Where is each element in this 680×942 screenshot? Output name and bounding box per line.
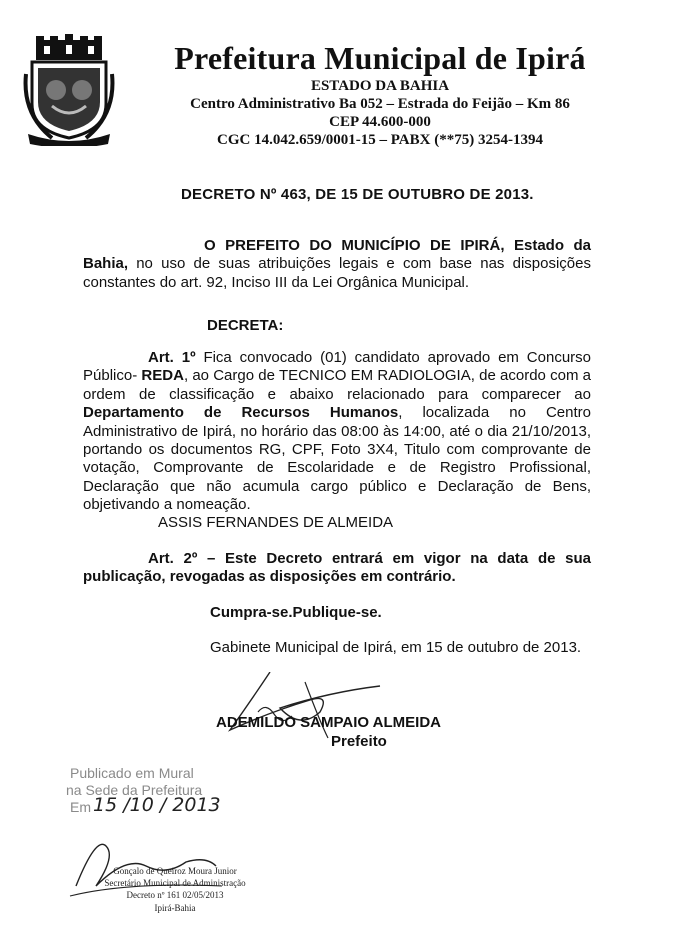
secretary-role: Secretário Municipal de Administração — [104, 878, 246, 888]
decreta-heading: DECRETA: — [207, 317, 284, 334]
cumpra-line: Cumpra-se.Publique-se. — [210, 604, 382, 621]
intro-bold: O PREFEITO DO MUNICÍPIO DE IPIRÁ, Estado da Bahia, — [83, 237, 591, 273]
stamp-line-3: Em — [70, 799, 91, 815]
article-1 — [83, 349, 591, 515]
signer-name: ADEMILDO SAMPAIO ALMEIDA — [216, 714, 441, 731]
page-title: Prefeitura Municipal de Ipirá — [174, 40, 586, 76]
signer-role: Prefeito — [331, 733, 387, 750]
art1-bold-b: Departamento de Recursos Humanos — [83, 404, 399, 422]
article-2 — [83, 550, 591, 587]
intro-text: no uso de suas atribuições legais e com base nas disposições constantes do art. 92, Inciso III da Lei Orgânica Municipal. — [83, 255, 591, 291]
art1-text-c: , localizada no Centro Administrativo de Ipirá, no horário das 08:00 às 14:00, até o dia 21/10/2013, portando os documentos RG, CPF, Foto 3X4, Titulo com comprovante de votação, Comprovante de Escolaridade e de Registro Profissional, Declaração que não acumula cargo público e Declaração de Bens, objetivando a nomeação. — [83, 404, 591, 514]
cep-line: CEP 44.600-000 — [329, 114, 431, 130]
state-line: ESTADO DA BAHIA — [310, 78, 450, 94]
handwritten-date: 15 /10 / 2013 — [93, 794, 221, 816]
contact-line: CGC 14.042.659/0001-15 – PABX (**75) 3254-1394 — [217, 132, 543, 148]
art1-bold-a: REDA — [141, 367, 184, 385]
secretary-name: Gonçalo de Queiroz Moura Junior — [113, 866, 237, 876]
address-line: Centro Administrativo Ba 052 – Estrada do Feijão – Km 86 — [190, 96, 570, 112]
art2-text: Art. 2º – Este Decreto entrará em vigor na data de sua publicação, revogadas as disposições em contrário. — [83, 550, 591, 586]
stamp-line-1: Publicado em Mural — [70, 765, 194, 781]
coat-of-arms-logo — [22, 34, 116, 146]
decree-title: DECRETO Nº 463, DE 15 DE OUTUBRO DE 2013. — [181, 186, 534, 203]
mayor-signature — [210, 672, 410, 742]
art1-text-a: Fica convocado (01) candidato aprovado em Concurso Público- — [83, 349, 591, 385]
secretary-place: Ipirá-Bahia — [154, 903, 196, 913]
intro-paragraph — [83, 237, 591, 292]
secretary-decree: Decreto nº 161 02/05/2013 — [126, 890, 224, 900]
art1-label: Art. 1º — [148, 349, 196, 366]
candidate-name: ASSIS FERNANDES DE ALMEIDA — [158, 514, 394, 531]
stamp-line-2: na Sede da Prefeitura — [66, 782, 203, 798]
place-date-line: Gabinete Municipal de Ipirá, em 15 de outubro de 2013. — [210, 639, 582, 656]
art1-text-b: , ao Cargo de TECNICO EM RADIOLOGIA, de acordo com a ordem de classificação e abaixo relacionado para comparecer ao — [83, 367, 592, 403]
